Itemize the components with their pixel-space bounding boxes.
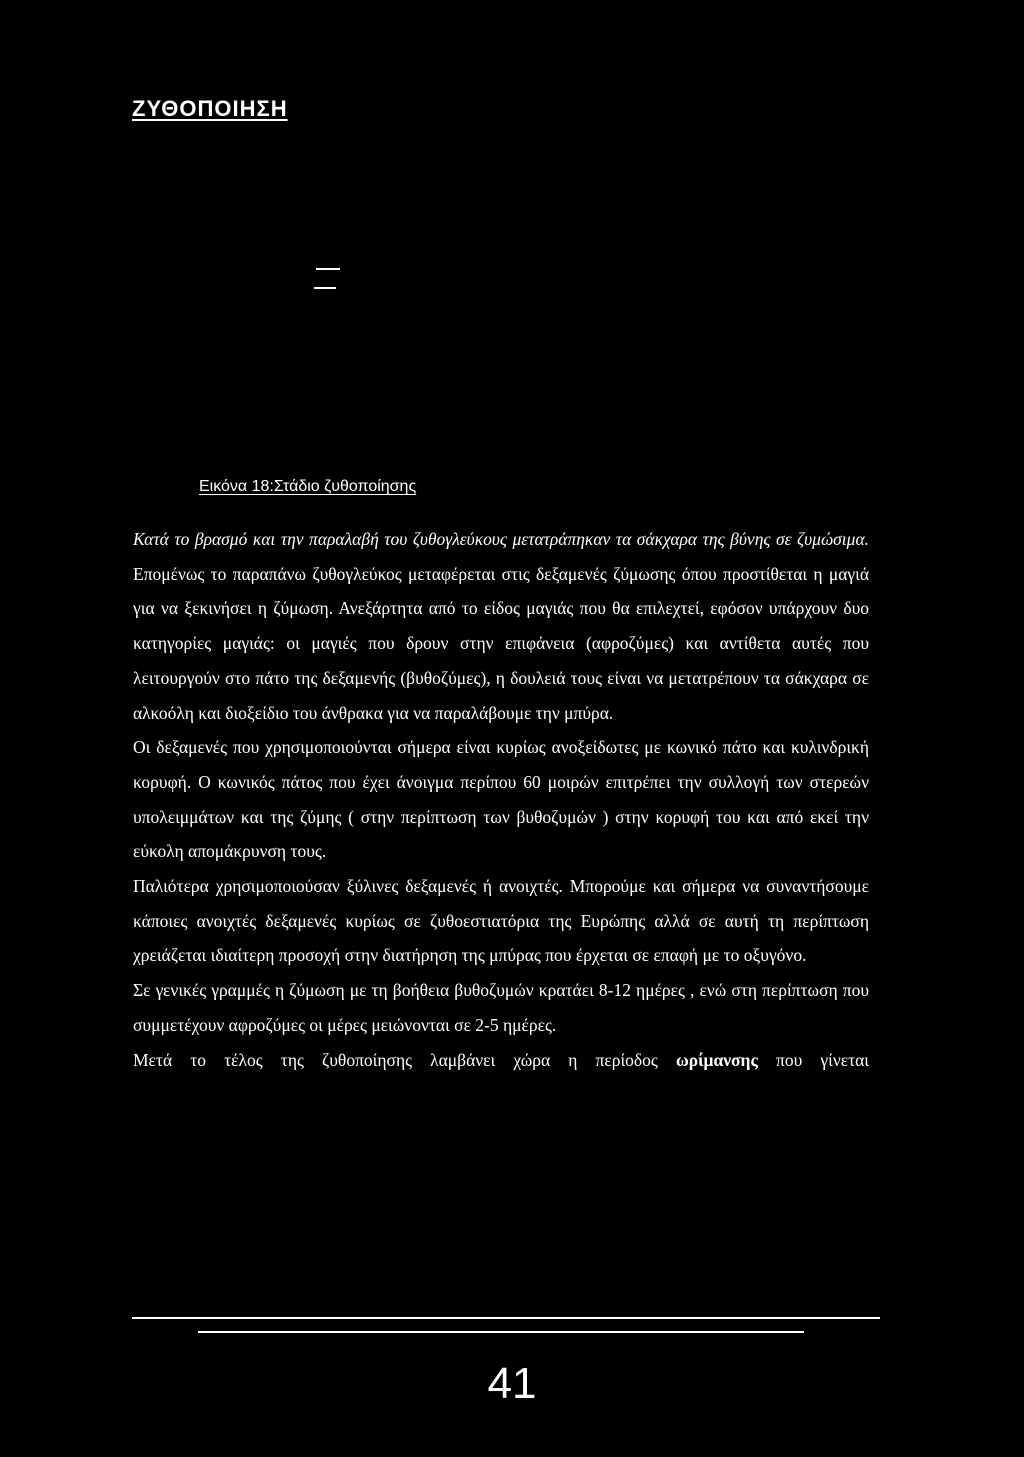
paragraph-italic-lead: Κατά το βρασμό και την παραλαβή του ζυθογλεύκους μετατράπηκαν τα σάκχαρα της βύνης σε ζυμώσιμα. [133, 529, 869, 549]
paragraph-fermentation-intro [133, 522, 869, 730]
maturation-text-after: που γίνεται [757, 1049, 869, 1070]
figure-caption: Εικόνα 18:Στάδιο ζυθοποίησης [199, 478, 417, 495]
page-number: 41 [487, 1359, 537, 1408]
figure-mark-top [316, 268, 340, 270]
page-header-title: ΖΥΘΟΠΟΙΗΣΗ [132, 96, 288, 121]
paragraph-old-tanks: Παλιότερα χρησιμοποιούσαν ξύλινες δεξαμενές ή ανοιχτές. Μπορούμε και σήμερα να συναντήσουμε κάποιες ανοιχτές δεξαμενές κυρίως σε ζυθοεστιατόρια της Ευρώπης αλλά σε αυτή τη περίπτωση χρειάζεται ιδιαίτερη προσοχή στην διατήρηση της μπύρας που έρχεται σε επαφή με το οξυγόνο. [133, 876, 869, 966]
footer-rule-top [132, 1317, 880, 1319]
paragraph-maturation [133, 1043, 869, 1078]
paragraph-duration: Σε γενικές γραμμές η ζύμωση με τη βοήθεια βυθοζυμών κρατάει 8-12 ημέρες , ενώ στη περίπτωση που συμμετέχουν αφροζύμες οι μέρες μειώνονται σε 2-5 ημέρες. [133, 980, 869, 1035]
body-text [133, 522, 869, 1077]
footer-rule-bottom [198, 1331, 804, 1333]
figure-image [300, 260, 340, 300]
maturation-text-before: Μετά το τέλος της ζυθοποίησης λαμβάνει χώρα η περίοδος [133, 1049, 676, 1070]
paragraph-tanks: Οι δεξαμενές που χρησιμοποιούνται σήμερα είναι κυρίως ανοξείδωτες με κωνικό πάτο και κυλινδρική κορυφή. Ο κωνικός πάτος που έχει άνοιγμα περίπου 60 μοιρών επιτρέπει την συλλογή των στερεών υπολειμμάτων και της ζύμης ( στην περίπτωση των βυθοζυμών ) στην κορυφή του και από εκεί την εύκολη απομάκρυνση τους. [133, 737, 869, 862]
paragraph-intro-rest: Επομένως το παραπάνω ζυθογλεύκος μεταφέρεται στις δεξαμενές ζύμωσης όπου προστίθεται η μαγιά για να ξεκινήσει η ζύμωση. Ανεξάρτητα από το είδος μαγιάς που θα επιλεχτεί, εφόσον υπάρχουν δυο κατηγορίες μαγιάς: οι μαγιές που δρουν στην επιφάνεια (αφροζύμες) και αντίθετα αυτές που λειτουργούν στο πάτο της δεξαμενής (βυθοζύμες), η δουλειά τους είναι να μετατρέπουν τα σάκχαρα σε αλκοόλη και διοξείδιο του άνθρακα για να παραλάβουμε την μπύρα. [133, 563, 869, 723]
maturation-keyword: ωρίμανσης [675, 1049, 758, 1070]
figure-mark-bottom [314, 287, 336, 289]
